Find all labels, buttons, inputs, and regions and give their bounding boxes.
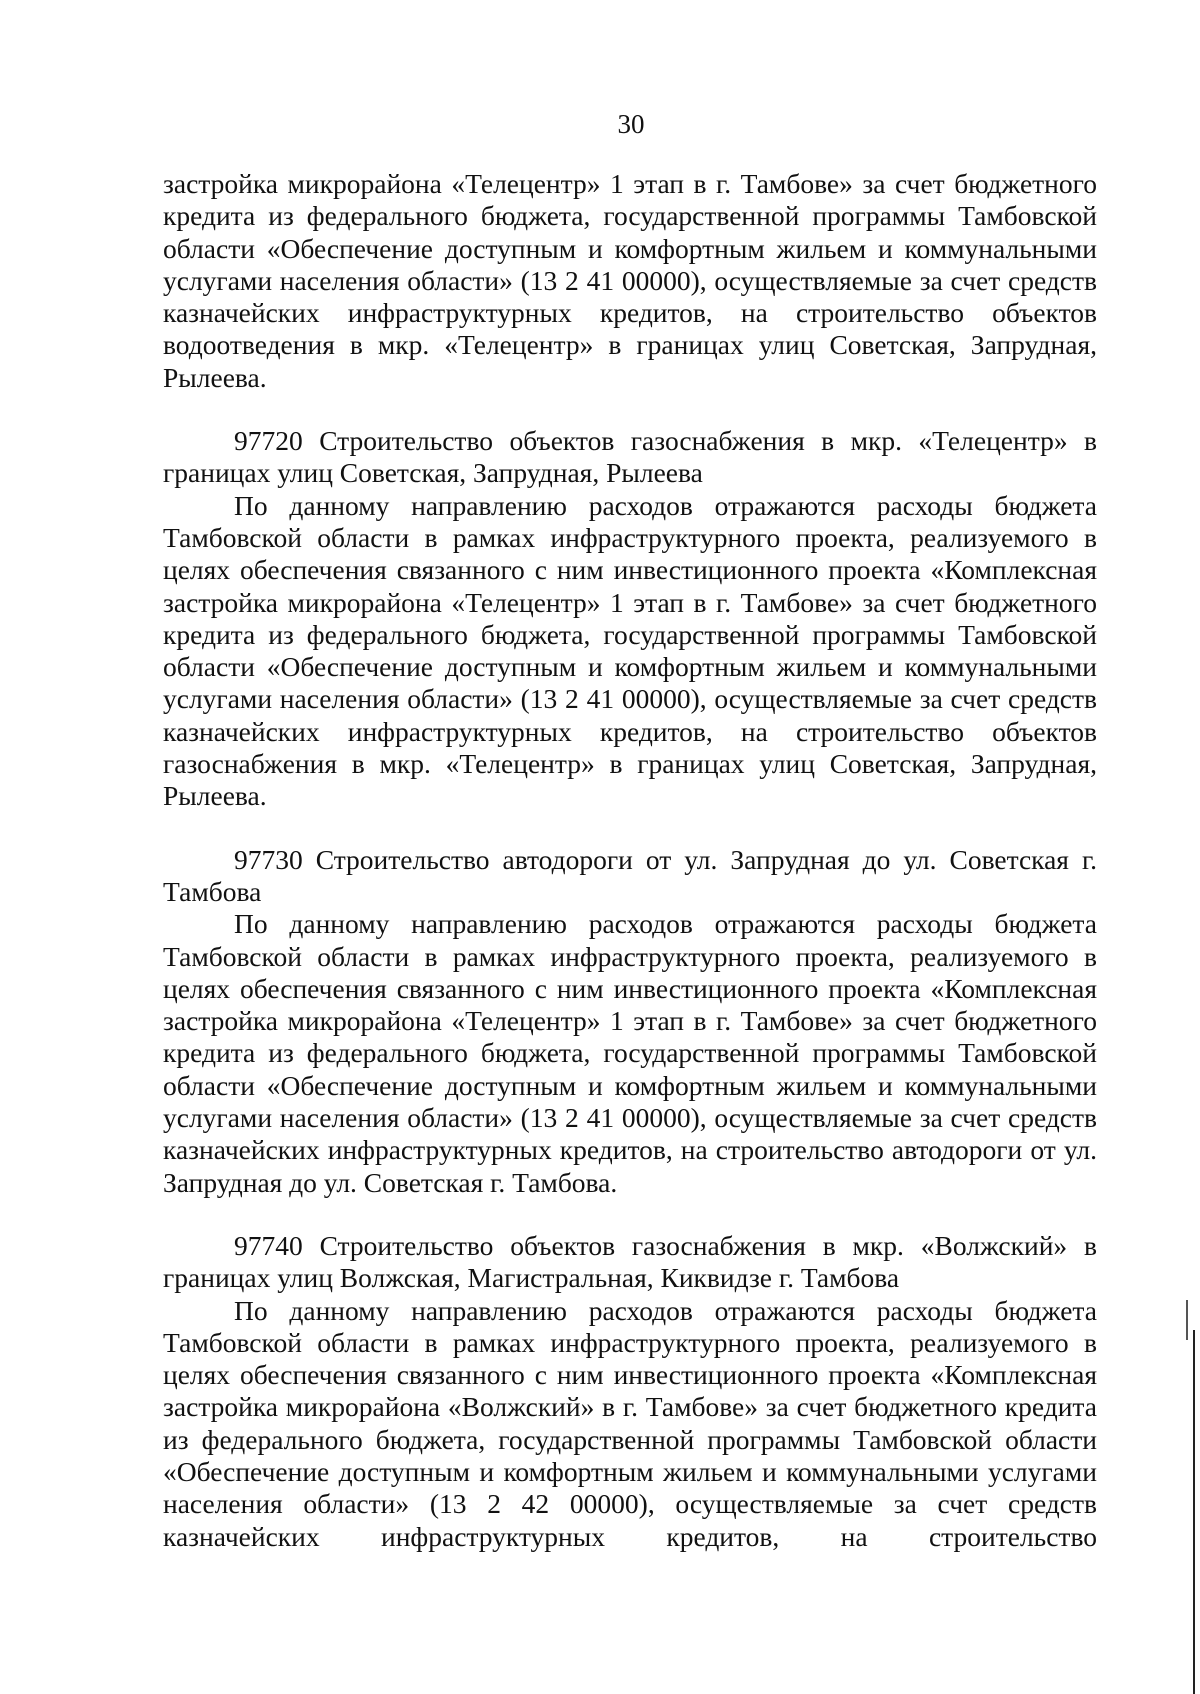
section-heading-97720: 97720 Строительство объектов газоснабжения в мкр. «Телецентр» в границах улиц Советская, Запрудная, Рылеева xyxy=(163,425,1097,489)
document-body xyxy=(163,168,1097,1553)
page-number: 30 xyxy=(617,109,645,139)
paragraph-97720-description: По данному направлению расходов отражаются расходы бюджета Тамбовской области в рамках инфраструктурного проекта, реализуемого в целях обеспечения связанного с ним инвестиционного проекта «Комплексная застройка микрорайона «Телецентр» 1 этап в г. Тамбове» за счет бюджетного кредита из федерального бюджета, государственной программы Тамбовской области «Обеспечение доступным и комфортным жильем и коммунальными услугами населения области» (13 2 41 00000), осуществляемые за счет средств казначейских инфраструктурных кредитов, на строительство объектов газоснабжения в мкр. «Телецентр» в границах улиц Советская, Запрудная, Рылеева. xyxy=(163,489,1097,812)
paragraph-97730-description: По данному направлению расходов отражаются расходы бюджета Тамбовской области в рамках инфраструктурного проекта, реализуемого в целях обеспечения связанного с ним инвестиционного проекта «Комплексная застройка микрорайона «Телецентр» 1 этап в г. Тамбове» за счет бюджетного кредита из федерального бюджета, государственной программы Тамбовской области «Обеспечение доступным и комфортным жильем и коммунальными услугами населения области» (13 2 41 00000), осуществляемые за счет средств казначейских инфраструктурных кредитов, на строительство автодороги от ул. Запрудная до ул. Советская г. Тамбова. xyxy=(163,908,1097,1198)
paragraph-continuation: застройка микрорайона «Телецентр» 1 этап в г. Тамбове» за счет бюджетного кредита из федерального бюджета, государственной программы Тамбовской области «Обеспечение доступным и комфортным жильем и коммунальными услугами населения области» (13 2 41 00000), осуществляемые за счет средств казначейских инфраструктурных кредитов, на строительство объектов водоотведения в мкр. «Телецентр» в границах улиц Советская, Запрудная, Рылеева. xyxy=(163,168,1097,393)
section-heading-97740: 97740 Строительство объектов газоснабжения в мкр. «Волжский» в границах улиц Волжская, Магистральная, Киквидзе г. Тамбова xyxy=(163,1229,1097,1294)
paragraph-97740-description: По данному направлению расходов отражаются расходы бюджета Тамбовской области в рамках инфраструктурного проекта, реализуемого в целях обеспечения связанного с ним инвестиционного проекта «Комплексная застройка микрорайона «Волжский» в г. Тамбове» за счет бюджетного кредита из федерального бюджета, государственной программы Тамбовской области «Обеспечение доступным и комфортным жильем и коммунальными услугами населения области» (13 2 42 00000), осуществляемые за счет средств казначейских инфраструктурных кредитов, на строительство xyxy=(163,1294,1097,1552)
scan-margin-mark xyxy=(1186,1300,1188,1340)
scan-edge-line xyxy=(1193,1330,1195,1694)
section-heading-97730: 97730 Строительство автодороги от ул. Запрудная до ул. Советская г. Тамбова xyxy=(163,843,1097,907)
